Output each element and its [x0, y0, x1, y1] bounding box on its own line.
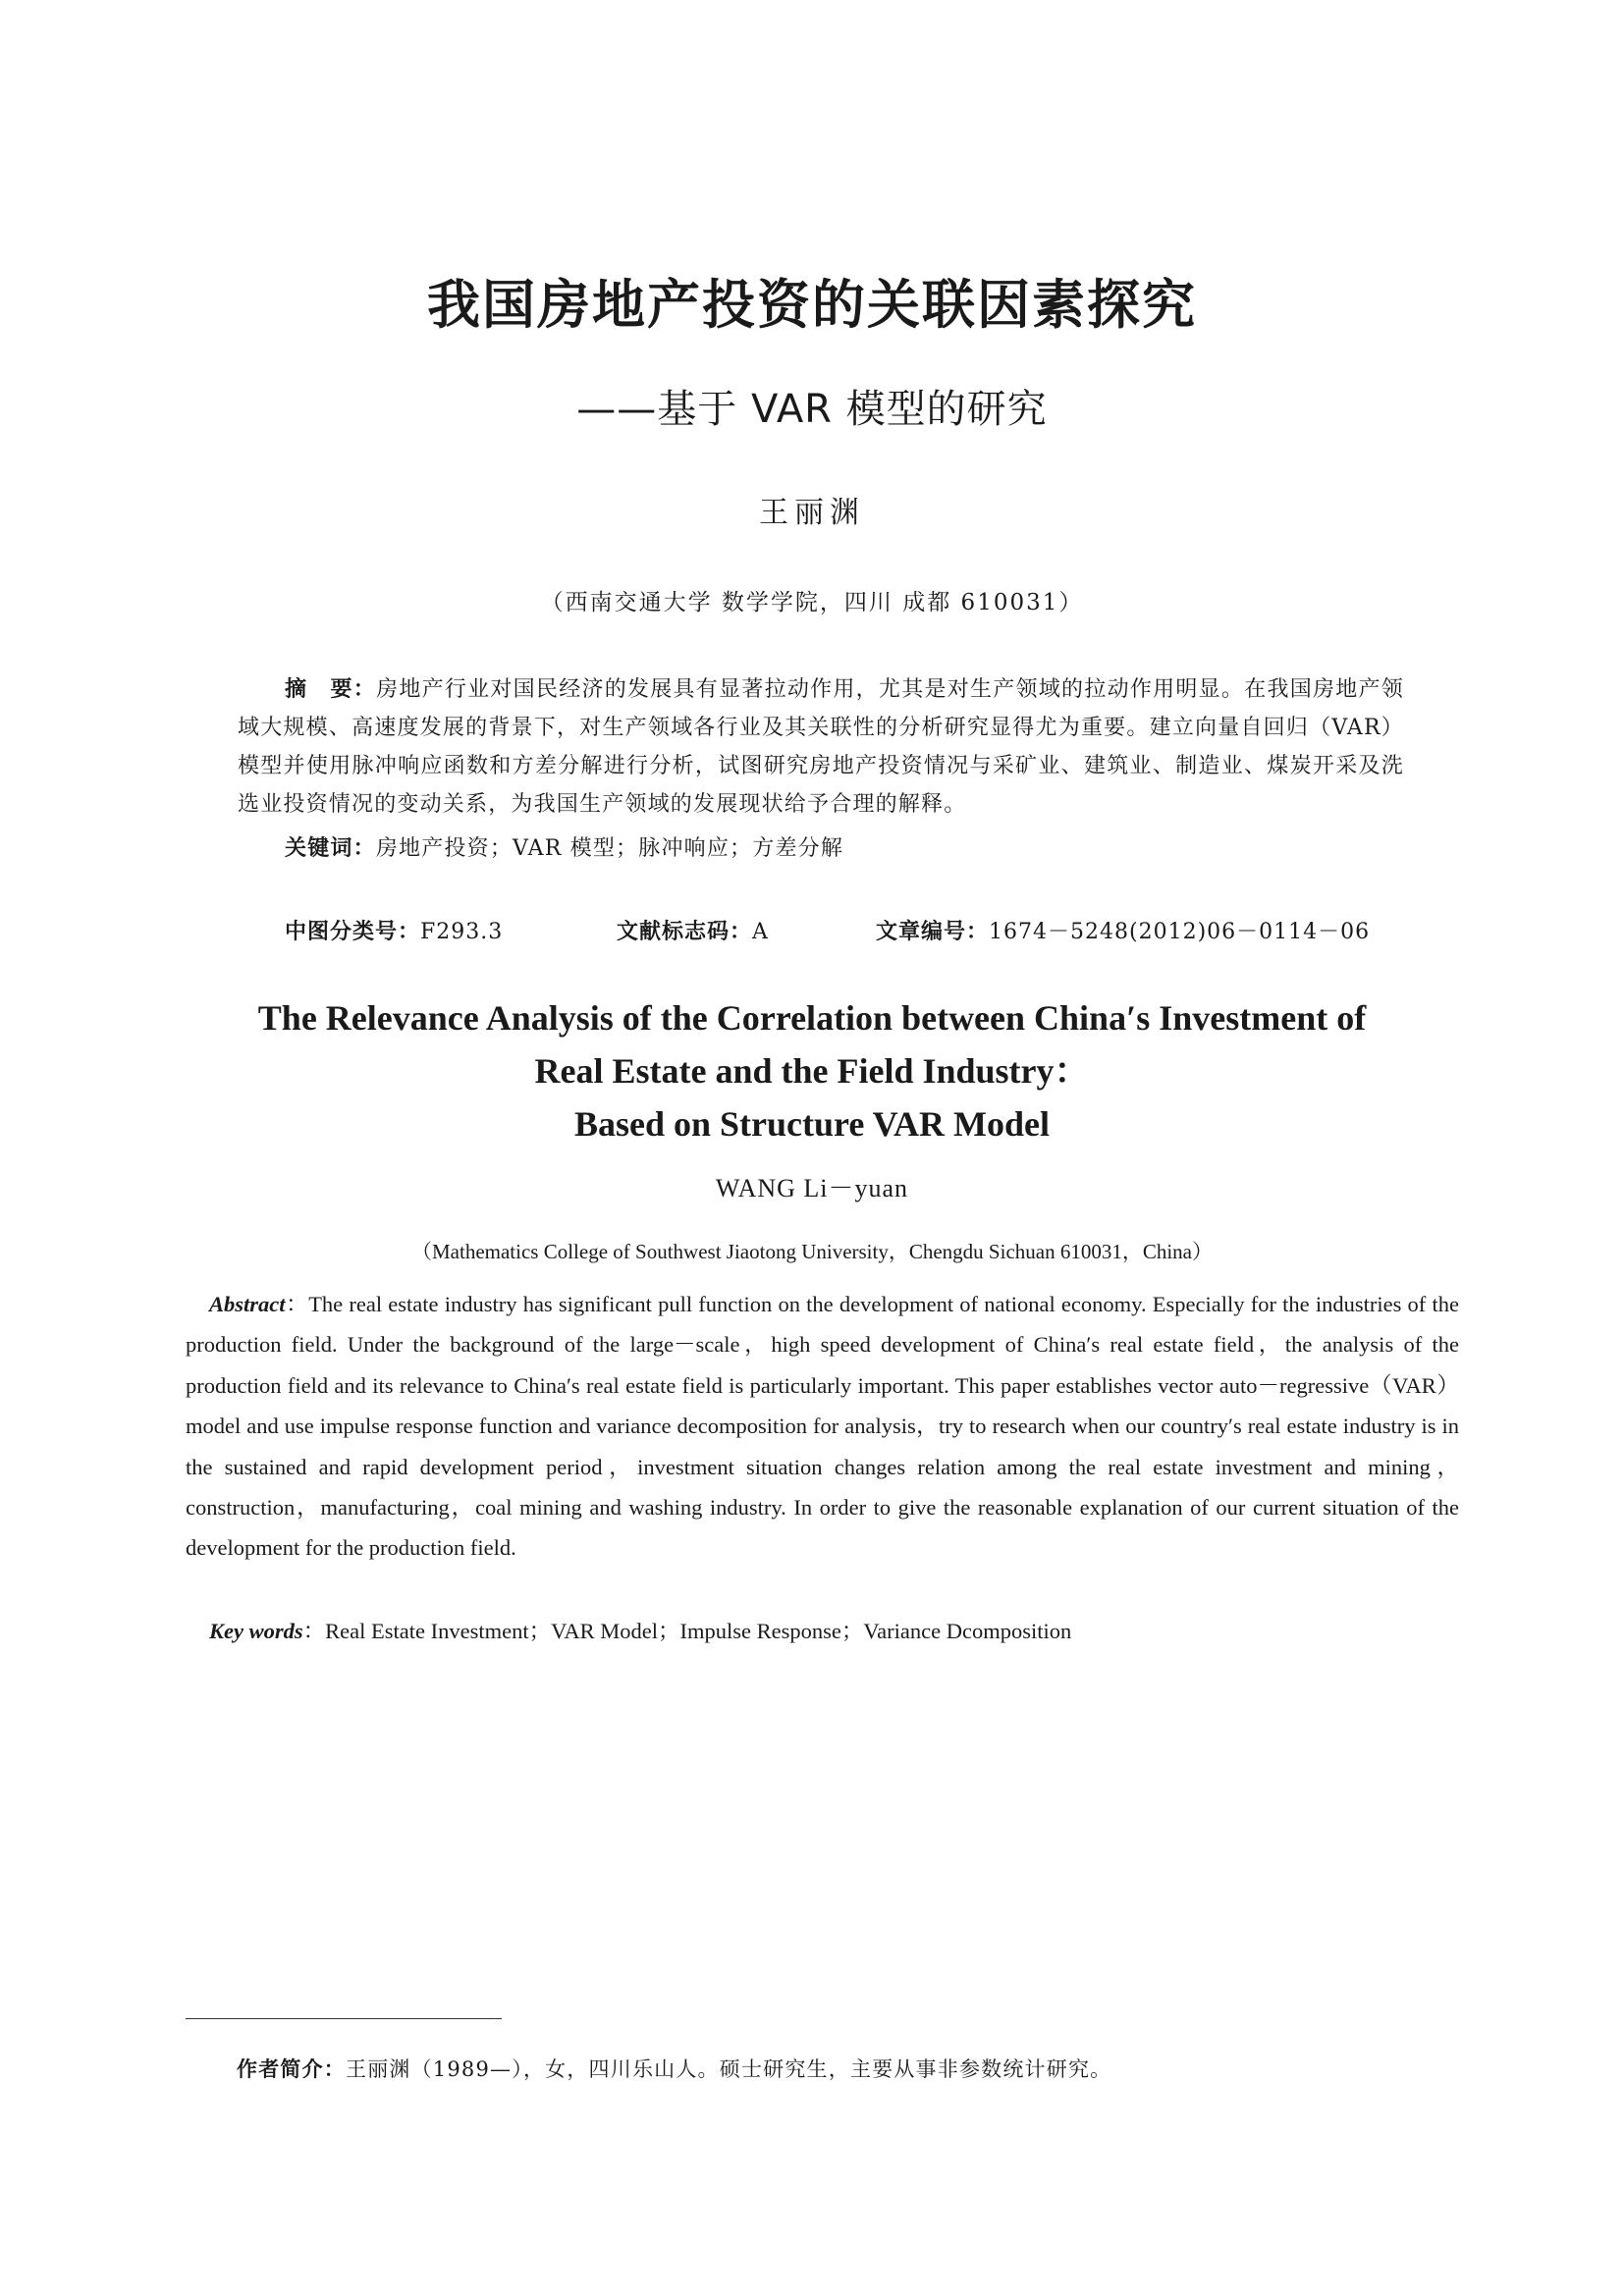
chinese-title: 我国房地产投资的关联因素探究	[427, 274, 1197, 336]
english-abstract-text: The real estate industry has significant pull function on the development of national economy. Especially for the industries of the production field. Under the background of the large－scale，high speed development of China′s real estate field，the analysis of the production field and its relevance to China′s real estate field is particularly important. This paper establishes vector auto－regressive（VAR）model and use impulse response function and variance decomposition for analysis，try to research when our country′s real estate industry is in the sustained and rapid development period，investment situation changes relation among the real estate investment and mining，construction，manufacturing，coal mining and washing industry. In order to give the reasonable explanation of our current situation of the development for the production field.	[186, 1292, 1459, 1561]
footnote-divider	[186, 2018, 502, 2019]
footnote-text: 王丽渊（1989—），女，四川乐山人。硕士研究生，主要从事非参数统计研究。	[346, 2057, 1112, 2081]
english-affiliation: （Mathematics College of Southwest Jiaotong University，Chengdu Sichuan 610031，China）	[411, 1240, 1213, 1263]
chinese-keywords-label: 关键词：	[285, 836, 376, 861]
document-code-label: 文献标志码：	[617, 920, 753, 944]
chinese-abstract	[238, 670, 1404, 824]
chinese-abstract-text: 房地产行业对国民经济的发展具有显著拉动作用，尤其是对生产领域的拉动作用明显。在我国房地产领域大规模、高速度发展的背景下，对生产领域各行业及其关联性的分析研究显得尤为重要。建立向量自回归（VAR）模型并使用脉冲响应函数和方差分解进行分析，试图研究房地产投资情况与采矿业、建筑业、制造业、煤炭开采及洗选业投资情况的变动关系，为我国生产领域的发展现状给予合理的解释。	[238, 677, 1404, 817]
english-keywords-separator: ：	[302, 1619, 326, 1643]
chinese-subtitle: ——基于 VAR 模型的研究	[576, 387, 1048, 432]
english-abstract	[186, 1284, 1459, 1569]
chinese-author: 王丽渊	[759, 496, 865, 530]
chinese-affiliation: （西南交通大学 数学学院，四川 成都 610031）	[540, 590, 1084, 615]
chinese-abstract-label: 摘 要：	[285, 677, 377, 702]
footnote-label: 作者简介：	[237, 2057, 346, 2081]
english-keywords	[209, 1614, 1071, 1645]
english-abstract-separator: ：	[285, 1292, 309, 1316]
english-author: WANG Li－yuan	[715, 1174, 909, 1202]
clc-label: 中图分类号：	[285, 920, 421, 944]
english-title-line-1: The Relevance Analysis of the Correlation between China′s Investment of	[257, 998, 1367, 1038]
english-title-line-3: Based on Structure VAR Model	[573, 1104, 1051, 1144]
article-id-label: 文章编号：	[876, 920, 990, 944]
english-abstract-label: Abstract	[209, 1292, 286, 1316]
author-footnote	[237, 2054, 1111, 2083]
chinese-keywords	[285, 831, 843, 862]
chinese-keywords-text: 房地产投资；VAR 模型；脉冲响应；方差分解	[375, 836, 844, 861]
english-title-line-2: Real Estate and the Field Industry：	[534, 1051, 1090, 1091]
article-id	[876, 915, 1370, 945]
clc-number	[285, 915, 503, 945]
document-code-value: A	[752, 920, 769, 944]
article-id-value: 1674－5248(2012)06－0114－06	[989, 920, 1371, 944]
clc-value: F293.3	[420, 920, 504, 944]
english-keywords-label: Key words	[209, 1619, 303, 1643]
document-code	[617, 915, 769, 945]
english-keywords-text: Real Estate Investment；VAR Model；Impulse Response；Variance Dcomposition	[325, 1619, 1072, 1643]
